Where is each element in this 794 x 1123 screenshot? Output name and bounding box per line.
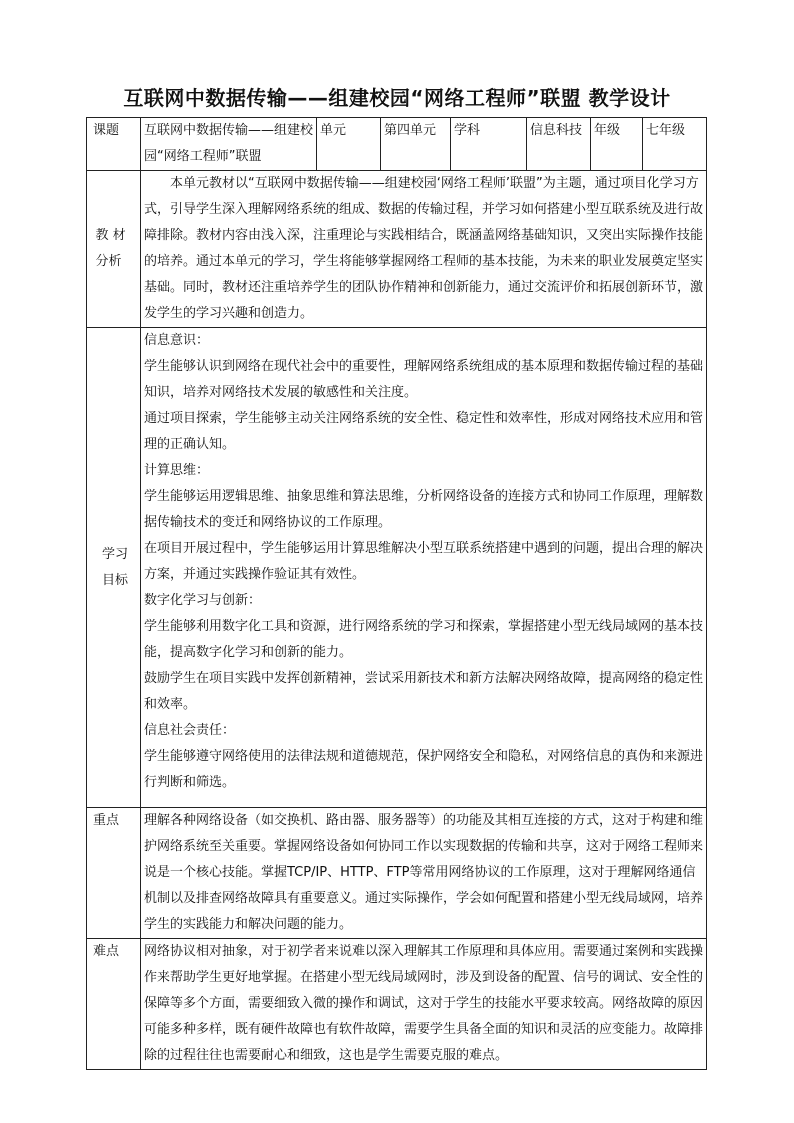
objectives-label-line2: 目标 [101, 572, 128, 588]
key-points-text [141, 808, 707, 939]
objective-paragraph: 在项目开展过程中，学生能够运用计算思维解决小型互联系统搭建中遇到的问题，提出合理的解决方案，并通过实践操作验证其有效性。 [144, 541, 704, 582]
subject-label: 学科 [451, 118, 527, 171]
objective-heading: 计算思维： [144, 463, 210, 478]
grade-label: 年级 [591, 118, 643, 171]
key-points-row [87, 808, 707, 939]
difficulties-paragraph: 网络协议相对抽象，对于初学者来说难以深入理解其工作原理和具体应用。需要通过案例和实践操作来帮助学生更好地掌握。在搭建小型无线局域网时，涉及到设备的配置、信号的调试、安全性的保障等多个方面，需要细致入微的操作和调试，这对于学生的技能水平要求较高。网络故障的原因可能多种多样，既有硬件故障也有软件故障，需要学生具备全面的知识和灵活的应变能力。故障排除的过程往往也需要耐心和细致，这也是学生需要克服的难点。 [144, 944, 704, 1063]
objective-heading: 数字化学习与创新： [144, 593, 262, 608]
objective-paragraph: 学生能够利用数字化工具和资源，进行网络系统的学习和探索，掌握搭建小型无线局域网的基本技能，提高数字化学习和创新的能力。 [144, 619, 704, 660]
grade-value: 七年级 [643, 118, 707, 171]
key-points-label: 重点 [87, 808, 141, 939]
document-title: 互联网中数据传输——组建校园“网络工程师”联盟 教学设计 [123, 86, 671, 110]
analysis-label-text: 教 材 分析 [95, 228, 126, 269]
key-points-paragraph: 理解各种网络设备（如交换机、路由器、服务器等）的功能及其相互连接的方式，这对于构建和维护网络系统至关重要。掌握网络设备如何协同工作以实现数据的传输和共享，这对于网络工程师来说是一个核心技能。掌握TCP/IP、HTTP、FTP等常用网络协议的工作原理，这对于理解网络通信机制以及排查网络故障具有重要意义。通过实际操作，学会如何配置和搭建小型无线局域网，培养学生的实践能力和解决问题的能力。 [144, 813, 704, 932]
objectives-label [87, 328, 141, 808]
objective-heading: 信息意识： [144, 333, 210, 348]
analysis-row [87, 171, 707, 328]
objective-paragraph: 学生能够运用逻辑思维、抽象思维和算法思维，分析网络设备的连接方式和协同工作原理，理解数据传输技术的变迁和网络协议的工作原理。 [144, 489, 704, 530]
unit-label: 单元 [317, 118, 381, 171]
subject-value: 信息科技 [527, 118, 591, 171]
topic-value: 互联网中数据传输——组建校园“网络工程师”联盟 [141, 118, 317, 171]
analysis-label [87, 171, 141, 328]
analysis-paragraph: 本单元教材以“互联网中数据传输——组建校园‘网络工程师’联盟”为主题，通过项目化学习方式，引导学生深入理解网络系统的组成、数据的传输过程，并学习如何搭建小型互联系统及进行故障排除。教材内容由浅入深，注重理论与实践相结合，既涵盖网络基础知识，又突出实际操作技能的培养。通过本单元的学习，学生将能够掌握网络工程师的基本技能，为未来的职业发展奠定坚实基础。同时，教材还注重培养学生的团队协作精神和创新能力，通过交流评价和拓展创新环节，激发学生的学习兴趣和创造力。 [144, 176, 704, 321]
header-row [87, 118, 707, 171]
topic-label: 课题 [87, 118, 141, 171]
lesson-plan-table [86, 117, 707, 1070]
objective-heading: 信息社会责任： [144, 723, 236, 738]
objective-paragraph: 学生能够认识到网络在现代社会中的重要性，理解网络系统组成的基本原理和数据传输过程的基础知识，培养对网络技术发展的敏感性和关注度。 [144, 359, 704, 400]
objectives-row [87, 328, 707, 808]
objective-paragraph: 通过项目探索，学生能够主动关注网络系统的安全性、稳定性和效率性，形成对网络技术应用和管理的正确认知。 [144, 411, 704, 452]
difficulties-text [141, 939, 707, 1070]
objective-paragraph: 鼓励学生在项目实践中发挥创新精神，尝试采用新技术和新方法解决网络故障，提高网络的稳定性和效率。 [144, 671, 704, 712]
objectives-label-line1: 学习 [101, 546, 128, 562]
objective-paragraph: 学生能够遵守网络使用的法律法规和道德规范，保护网络安全和隐私，对网络信息的真伪和来源进行判断和筛选。 [144, 749, 704, 790]
analysis-text [141, 171, 707, 328]
objectives-content [141, 328, 707, 808]
difficulties-label: 难点 [87, 939, 141, 1070]
difficulties-row [87, 939, 707, 1070]
unit-value: 第四单元 [381, 118, 451, 171]
